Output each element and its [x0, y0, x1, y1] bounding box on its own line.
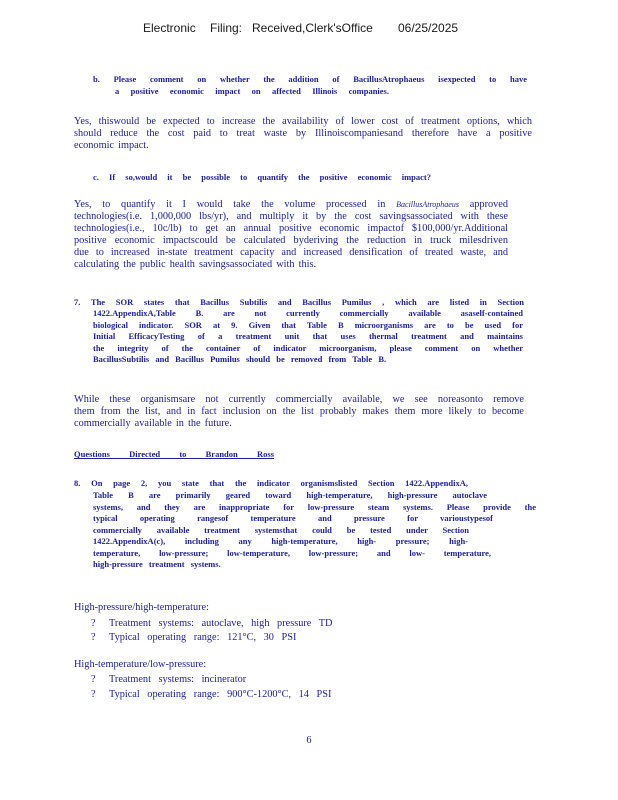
question-b-line1: b. Please comment on whether the addition of BacillusAtrophaeus isexpected to have — [93, 74, 527, 84]
question-8-line3: systems, and they are inappropriate for low-pressure steam systems. Please provide the — [93, 501, 536, 512]
answer-7-line2: them from the list, and in fact inclusion on the list probably makes them more likely to become — [74, 406, 524, 417]
question-b — [93, 74, 527, 86]
question-8-line6: 1422.AppendixA(c), including any high-temperature, high- pressure; high- — [93, 536, 468, 546]
answer-c-line1-text: Yes, to quantify it I would take the volume processed in — [74, 199, 386, 210]
answer-c — [74, 199, 508, 271]
answer-b-line1: Yes, thiswould be expected to increase the availability of lower cost of treatment options, which — [74, 116, 532, 127]
question-7-line6: BacillusSubtilis and Bacillus Pumilus should be removed from Table B. — [93, 354, 387, 364]
answer-b-line3: economic impact. — [74, 140, 149, 151]
question-7-line1: 7. The SOR states that Bacillus Subtilis and Bacillus Pumilus , which are listed in Section — [74, 297, 524, 307]
question-7 — [74, 297, 524, 309]
question-c-line1: c. If so,would it be possible to quantify the positive economic impact? — [93, 172, 431, 182]
bullet-icon: ? — [91, 618, 96, 629]
question-7-cont — [93, 308, 523, 366]
question-7-line4: Initial EfficacyTesting of a treatment unit that uses thermal treatment and maintains — [93, 331, 523, 341]
question-8-line2: Table B are primarily geared toward high-temperature, high-pressure autoclave — [93, 490, 487, 500]
answer-7-line3: commercially available in the future. — [74, 418, 232, 429]
answer-7 — [74, 394, 524, 430]
bullet-icon: ? — [91, 689, 96, 700]
question-7-line2: 1422.AppendixA,Table B. are not currently commercially available asaself-contained — [93, 308, 523, 318]
question-8 — [74, 478, 468, 490]
list1-item: Treatment systems: autoclave, high pressure TD — [109, 618, 333, 629]
question-8-cont — [93, 490, 536, 571]
header-received: Received,Clerk'sOffice — [252, 21, 373, 35]
question-7-line5: the integrity of the container of indicator microorganism, please comment on whether — [93, 342, 523, 353]
bullet-icon: ? — [91, 632, 96, 643]
answer-c-line1 — [74, 199, 508, 211]
answer-c-line5: due to increased in-state treatment capacity and increased densification of treated waste, and — [74, 247, 508, 258]
answer-7-line1: While these organismsare not currently commercially available, we see noreasonto remove — [74, 394, 524, 405]
answer-b-line2: should reduce the cost paid to treat waste by Illinoiscompaniesand therefore have a positive — [74, 128, 532, 139]
section-heading: Questions Directed to Brandon Ross — [74, 449, 274, 459]
question-b-line2: a positive economic impact on affected Illinois companies. — [115, 86, 389, 96]
question-7-line3: biological indicator. SOR at 9. Given that Table B microorganisms are to be used for — [93, 319, 523, 330]
answer-b — [74, 116, 532, 152]
list2-item: Typical operating range: 900°C-1200°C, 14 PSI — [109, 689, 332, 700]
question-c — [93, 172, 431, 184]
header-filing: Filing: — [210, 21, 243, 35]
question-8-line7: temperature, low-pressure; low-temperature, low-pressure; and low- temperature, — [93, 547, 491, 558]
header-electronic: Electronic — [143, 21, 196, 35]
list1-heading: High-pressure/high-temperature: — [74, 602, 209, 613]
answer-c-line1-end: approved — [469, 199, 509, 210]
answer-c-line6: calculating the public health savingsassociated with this. — [74, 259, 317, 270]
question-8-line8: high-pressure treatment systems. — [93, 559, 221, 569]
answer-c-line4: positive economic impactscould be calculated byderiving the reduction in truck milesdriven — [74, 235, 508, 246]
header-date: 06/25/2025 — [398, 21, 459, 35]
answer-c-line3: technologies(i.e., 10c/lb) to get an annual positive economic impactof $100,000/yr.Additional — [74, 223, 508, 234]
question-b-cont — [115, 86, 389, 98]
question-8-line4: typical operating rangesof temperature and pressure for varioustypesof — [93, 513, 493, 523]
answer-c-line2: technologies(i.e. 1,000,000 lbs/yr), and multiply it by the cost savingsassociated with these — [74, 211, 508, 222]
question-8-line1: 8. On page 2, you state that the indicator organismslisted Section 1422.AppendixA, — [74, 478, 468, 488]
list2-item: Treatment systems: incinerator — [109, 674, 247, 685]
question-8-line5: commercially available treatment systemsthat could be tested under Section — [93, 524, 469, 535]
list1-item: Typical operating range: 121°C, 30 PSI — [109, 632, 297, 643]
list2-heading: High-temperature/low-pressure: — [74, 659, 207, 670]
bullet-icon: ? — [91, 674, 96, 685]
answer-c-organism: BacillusAtrophaeus — [396, 200, 459, 209]
page-number: 6 — [306, 735, 312, 746]
